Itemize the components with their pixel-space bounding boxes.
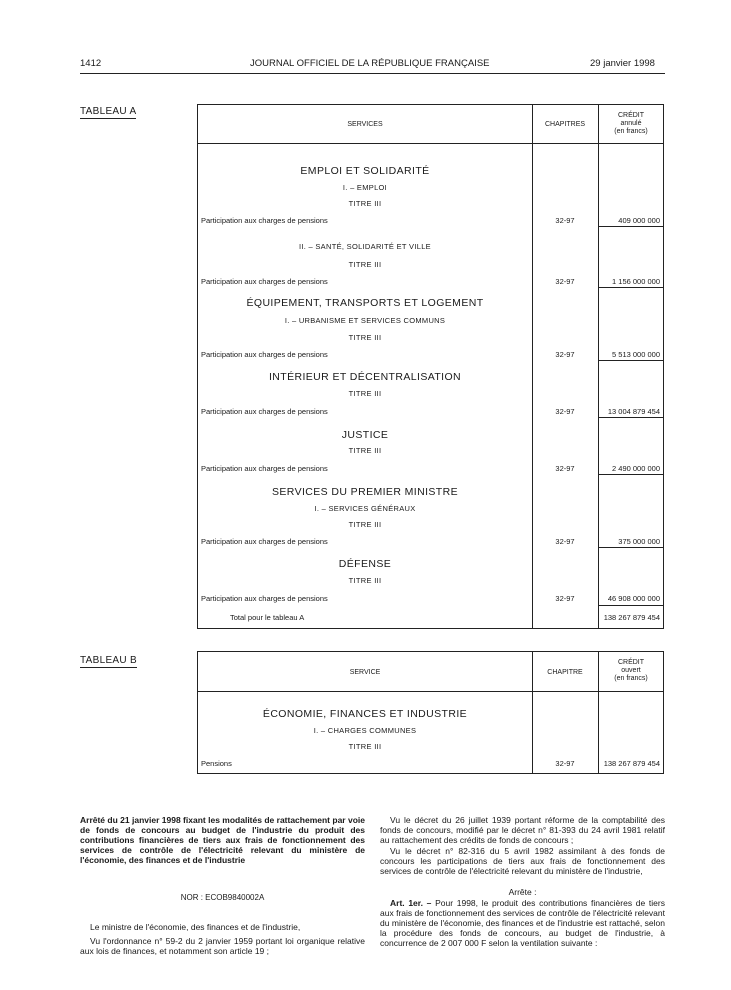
tableau-b-label: TABLEAU B xyxy=(80,655,137,666)
col-header-credit xyxy=(598,112,664,136)
amount-rule xyxy=(598,605,664,606)
arrete-title: Arrêté du 21 janvier 1998 fixant les modalités de rattachement par voie de fonds de concours au budget de l'industrie du produit des contributions financières de tiers aux frais de fonctionnement des services de contrôle de l'électricité relevant du ministère de l'économie, des finances et de l'industrie xyxy=(80,815,365,865)
credit-line: (en francs) xyxy=(614,128,648,135)
col-header-credit xyxy=(598,659,664,683)
amount-rule xyxy=(598,474,664,475)
chapitre-cell: 32-97 xyxy=(555,594,575,603)
header-rule xyxy=(198,691,663,692)
col-header-chapitres: CHAPITRES xyxy=(544,121,586,128)
line-item: Pensions xyxy=(201,759,525,768)
chapitre-cell: 32-97 xyxy=(555,350,575,359)
line-item: Participation aux charges de pensions xyxy=(201,407,525,416)
total-amount: 138 267 879 454 xyxy=(603,613,660,622)
section-subtitle: TITRE III xyxy=(348,520,382,529)
line-item: Participation aux charges de pensions xyxy=(201,464,525,473)
chapitre-cell: 32-97 xyxy=(555,464,575,473)
credit-line: annulé xyxy=(620,120,642,127)
tableau-a xyxy=(197,104,664,629)
article-text: Pour 1998, le produit des contributions financières de tiers aux frais de fonctionnement des services de contrôle de l'électricité relevant du ministère de l'économie, des finances et de l'industrie est rattaché, selon la procédure des fonds de concours, au budget de l'industrie, à concurrence de 2 007 000 F selon la ventilation suivante : xyxy=(380,898,665,948)
section-subtitle: I. – SERVICES GÉNÉRAUX xyxy=(314,504,416,513)
journal-title: JOURNAL OFFICIEL DE LA RÉPUBLIQUE FRANÇAISE xyxy=(250,58,490,69)
amount-cell: 5 513 000 000 xyxy=(612,350,660,359)
tableau-a-label: TABLEAU A xyxy=(80,106,137,117)
amount-rule xyxy=(598,287,664,288)
section-subtitle: I. – CHARGES COMMUNES xyxy=(313,726,417,735)
section-subtitle: TITRE III xyxy=(348,576,382,585)
amount-cell: 138 267 879 454 xyxy=(603,759,660,768)
amount-rule xyxy=(598,547,664,548)
article-label: Art. 1er. – xyxy=(390,898,432,908)
section-subtitle: TITRE III xyxy=(348,260,382,269)
chapitre-cell: 32-97 xyxy=(555,216,575,225)
section-title: ÉQUIPEMENT, TRANSPORTS ET LOGEMENT xyxy=(246,297,484,309)
section-title: EMPLOI ET SOLIDARITÉ xyxy=(300,165,430,177)
section-subtitle: TITRE III xyxy=(348,333,382,342)
section-subtitle: TITRE III xyxy=(348,446,382,455)
chapitre-cell: 32-97 xyxy=(555,407,575,416)
amount-cell: 375 000 000 xyxy=(618,537,660,546)
paragraph: Le ministre de l'économie, des finances et de l'industrie, xyxy=(90,922,301,932)
column-divider xyxy=(532,105,533,628)
chapitre-cell: 32-97 xyxy=(555,537,575,546)
page-number: 1412 xyxy=(80,58,102,69)
amount-cell: 46 908 000 000 xyxy=(607,594,660,603)
amount-cell: 1 156 000 000 xyxy=(612,277,660,286)
total-row: Total pour le tableau A xyxy=(230,613,525,622)
amount-cell: 13 004 879 454 xyxy=(607,407,660,416)
credit-line: CRÉDIT xyxy=(617,659,645,666)
nor-reference: NOR : ECOB9840002A xyxy=(180,893,265,902)
line-item: Participation aux charges de pensions xyxy=(201,537,525,546)
header-rule xyxy=(198,143,663,144)
line-item: Participation aux charges de pensions xyxy=(201,594,525,603)
section-title: INTÉRIEUR ET DÉCENTRALISATION xyxy=(268,371,462,383)
amount-cell: 2 490 000 000 xyxy=(612,464,660,473)
section-subtitle: II. – SANTÉ, SOLIDARITÉ ET VILLE xyxy=(298,242,431,251)
chapitre-cell: 32-97 xyxy=(555,759,575,768)
amount-rule xyxy=(598,360,664,361)
amount-rule xyxy=(598,226,664,227)
paragraph: Vu le décret du 26 juillet 1939 portant réforme de la comptabilité des fonds de concours, modifié par le décret n° 81-393 du 24 avril 1981 relatif au rattachement des crédits de fonds de concours ; xyxy=(380,815,665,845)
col-header-services: SERVICES xyxy=(347,121,383,128)
amount-rule xyxy=(598,417,664,418)
issue-date: 29 janvier 1998 xyxy=(590,58,655,69)
tableau-b xyxy=(197,651,664,774)
section-subtitle: I. – URBANISME ET SERVICES COMMUNS xyxy=(284,316,446,325)
credit-line: CRÉDIT xyxy=(617,112,645,119)
line-item: Participation aux charges de pensions xyxy=(201,216,525,225)
credit-line: (en francs) xyxy=(614,675,648,682)
section-subtitle: TITRE III xyxy=(348,389,382,398)
line-item: Participation aux charges de pensions xyxy=(201,277,525,286)
credit-line: ouvert xyxy=(621,667,641,674)
col-header-service: SERVICE xyxy=(349,669,381,676)
paragraph: Vu le décret n° 82-316 du 5 avril 1982 assimilant à des fonds de concours les participations de tiers aux frais de fonctionnement des services de contrôle de l'électricité relevant du ministère de l'industrie, xyxy=(380,846,665,876)
header-rule xyxy=(80,73,665,74)
column-divider xyxy=(598,105,599,628)
section-title: JUSTICE xyxy=(341,429,389,441)
chapitre-cell: 32-97 xyxy=(555,277,575,286)
article-1 xyxy=(380,898,665,948)
amount-cell: 409 000 000 xyxy=(618,216,660,225)
section-title: DÉFENSE xyxy=(338,558,392,570)
section-title: SERVICES DU PREMIER MINISTRE xyxy=(271,486,459,498)
line-item: Participation aux charges de pensions xyxy=(201,350,525,359)
section-subtitle: TITRE III xyxy=(348,199,382,208)
section-subtitle: TITRE III xyxy=(348,742,382,751)
arrete-word: Arrête : xyxy=(508,887,537,897)
section-title: ÉCONOMIE, FINANCES ET INDUSTRIE xyxy=(262,708,468,720)
col-header-chapitre: CHAPITRE xyxy=(547,669,583,676)
paragraph: Vu l'ordonnance n° 59-2 du 2 janvier 1959 portant loi organique relative aux lois de finances, et notamment son article 19 ; xyxy=(80,936,365,956)
section-subtitle: I. – EMPLOI xyxy=(342,183,388,192)
